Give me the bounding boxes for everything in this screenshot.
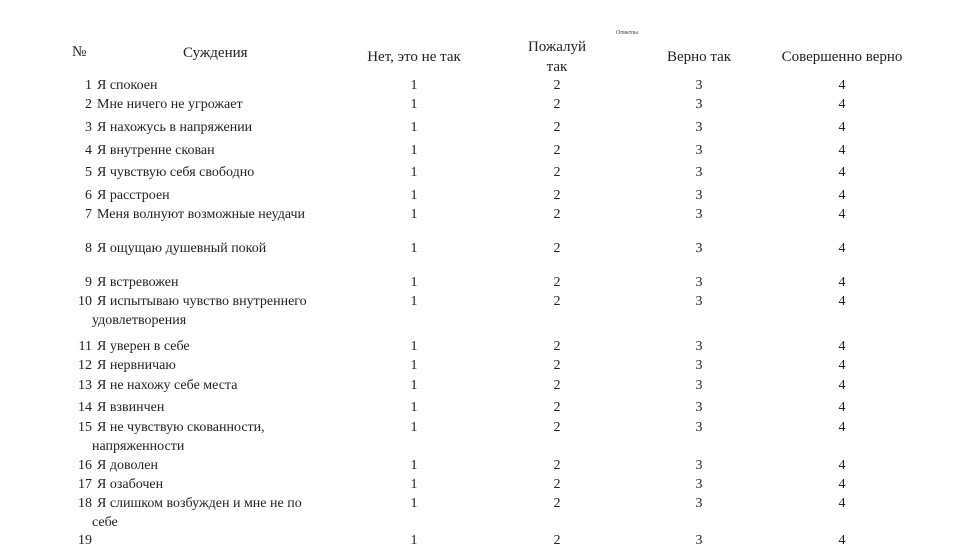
- answer-score-3: 3: [695, 477, 703, 492]
- answer-score-4: 4: [838, 165, 846, 180]
- answer-score-3: 3: [695, 165, 703, 180]
- row-number: 14: [78, 400, 92, 415]
- answer-score-3: 3: [695, 241, 703, 256]
- answer-score-3: 3: [695, 400, 703, 415]
- answer-score-1: 1: [410, 188, 418, 203]
- statement-text: Меня волнуют возможные неудачи: [97, 207, 306, 222]
- answer-score-2: 2: [553, 420, 561, 435]
- statement-text: напряженности: [92, 439, 185, 454]
- answer-score-2: 2: [553, 533, 561, 548]
- row-number: 7: [85, 207, 92, 222]
- answer-score-1: 1: [410, 143, 418, 158]
- row-number: 19: [78, 533, 92, 548]
- row-number: 2: [85, 97, 92, 112]
- answer-score-1: 1: [410, 400, 418, 415]
- statement-text: Я не чувствую скованности,: [97, 420, 265, 435]
- answer-score-4: 4: [838, 207, 846, 222]
- answer-score-3: 3: [695, 358, 703, 373]
- answer-score-1: 1: [410, 97, 418, 112]
- statement-text: Я взвинчен: [97, 400, 165, 415]
- answer-score-1: 1: [410, 496, 418, 511]
- answer-score-1: 1: [410, 339, 418, 354]
- row-number: 4: [85, 143, 92, 158]
- answer-score-3: 3: [695, 339, 703, 354]
- answer-score-4: 4: [838, 358, 846, 373]
- answer-score-4: 4: [838, 188, 846, 203]
- answer-score-2: 2: [553, 477, 561, 492]
- answer-score-4: 4: [838, 378, 846, 393]
- answer-score-4: 4: [838, 143, 846, 158]
- answer-score-3: 3: [695, 275, 703, 290]
- statement-text: Я встревожен: [97, 275, 179, 290]
- answer-score-4: 4: [838, 97, 846, 112]
- statement-text: Я испытываю чувство внутреннего: [97, 294, 307, 309]
- answer-score-1: 1: [410, 533, 418, 548]
- column-answer2-header-line2: так: [546, 59, 568, 75]
- row-number: 8: [85, 241, 92, 256]
- answer-score-3: 3: [695, 120, 703, 135]
- row-number: 10: [78, 294, 92, 309]
- statement-text: Я нервничаю: [97, 358, 176, 373]
- answer-score-1: 1: [410, 294, 418, 309]
- answer-score-2: 2: [553, 143, 561, 158]
- statement-text: Мне ничего не угрожает: [97, 97, 243, 112]
- row-number: 1: [85, 78, 92, 93]
- answer-score-3: 3: [695, 533, 703, 548]
- answer-score-4: 4: [838, 241, 846, 256]
- answer-score-2: 2: [553, 207, 561, 222]
- row-number: 5: [85, 165, 92, 180]
- row-number: 15: [78, 420, 92, 435]
- row-number: 12: [78, 358, 92, 373]
- answer-score-1: 1: [410, 378, 418, 393]
- answer-score-3: 3: [695, 97, 703, 112]
- answer-score-4: 4: [838, 294, 846, 309]
- answer-score-4: 4: [838, 400, 846, 415]
- answer-score-4: 4: [838, 533, 846, 548]
- statement-text: Я нахожусь в напряжении: [97, 120, 253, 135]
- answer-score-2: 2: [553, 294, 561, 309]
- answer-score-2: 2: [553, 458, 561, 473]
- answer-score-4: 4: [838, 420, 846, 435]
- answer-score-1: 1: [410, 477, 418, 492]
- row-number: 17: [78, 477, 92, 492]
- answer-score-2: 2: [553, 400, 561, 415]
- answer-score-1: 1: [410, 165, 418, 180]
- statement-text: удовлетворения: [92, 313, 187, 328]
- answer-score-3: 3: [695, 458, 703, 473]
- answer-score-3: 3: [695, 294, 703, 309]
- column-answer4-header: Совершенно верно: [781, 49, 903, 65]
- answer-score-2: 2: [553, 97, 561, 112]
- answer-score-2: 2: [553, 496, 561, 511]
- answer-score-2: 2: [553, 378, 561, 393]
- answer-score-1: 1: [410, 420, 418, 435]
- answer-score-3: 3: [695, 207, 703, 222]
- statement-text: Я не нахожу себе места: [97, 378, 238, 393]
- row-number: 16: [78, 458, 92, 473]
- statement-text: Я озабочен: [97, 477, 164, 492]
- answer-score-1: 1: [410, 207, 418, 222]
- answer-score-2: 2: [553, 339, 561, 354]
- answer-score-4: 4: [838, 78, 846, 93]
- answer-score-2: 2: [553, 120, 561, 135]
- row-number: 13: [78, 378, 92, 393]
- answer-score-4: 4: [838, 275, 846, 290]
- row-number: 6: [85, 188, 92, 203]
- column-statement-header: Суждения: [183, 45, 248, 61]
- column-answer1-header: Нет, это не так: [367, 49, 461, 65]
- answer-score-3: 3: [695, 143, 703, 158]
- answer-score-2: 2: [553, 275, 561, 290]
- answer-score-3: 3: [695, 78, 703, 93]
- answer-score-4: 4: [838, 339, 846, 354]
- answer-score-4: 4: [838, 496, 846, 511]
- statement-text: Я уверен в себе: [97, 339, 190, 354]
- answer-score-2: 2: [553, 165, 561, 180]
- column-number-header: №: [72, 44, 87, 60]
- answer-score-3: 3: [695, 496, 703, 511]
- answer-score-1: 1: [410, 358, 418, 373]
- answer-score-4: 4: [838, 477, 846, 492]
- answer-score-1: 1: [410, 120, 418, 135]
- answers-caption: Ответы: [615, 30, 639, 36]
- column-answer2-header-line1: Пожалуй: [527, 39, 587, 55]
- statement-text: Я ощущаю душевный покой: [97, 241, 267, 256]
- statement-text: Я внутренне скован: [97, 143, 215, 158]
- statement-text: Я спокоен: [97, 78, 158, 93]
- answer-score-4: 4: [838, 120, 846, 135]
- answer-score-1: 1: [410, 78, 418, 93]
- answer-score-2: 2: [553, 188, 561, 203]
- answer-score-2: 2: [553, 241, 561, 256]
- column-answer3-header: Верно так: [666, 49, 732, 65]
- answer-score-1: 1: [410, 275, 418, 290]
- statement-text: Я доволен: [97, 458, 158, 473]
- statement-text: Я чувствую себя свободно: [97, 165, 255, 180]
- answer-score-1: 1: [410, 241, 418, 256]
- answer-score-2: 2: [553, 78, 561, 93]
- answer-score-1: 1: [410, 458, 418, 473]
- row-number: 11: [78, 339, 92, 354]
- statement-text: Я слишком возбужден и мне не по: [97, 496, 302, 511]
- answer-score-3: 3: [695, 378, 703, 393]
- row-number: 18: [78, 496, 92, 511]
- statement-text: себе: [92, 515, 118, 530]
- answer-score-3: 3: [695, 188, 703, 203]
- statement-text: Я расстроен: [97, 188, 170, 203]
- row-number: 9: [85, 275, 92, 290]
- answer-score-4: 4: [838, 458, 846, 473]
- row-number: 3: [85, 120, 92, 135]
- answer-score-3: 3: [695, 420, 703, 435]
- answer-score-2: 2: [553, 358, 561, 373]
